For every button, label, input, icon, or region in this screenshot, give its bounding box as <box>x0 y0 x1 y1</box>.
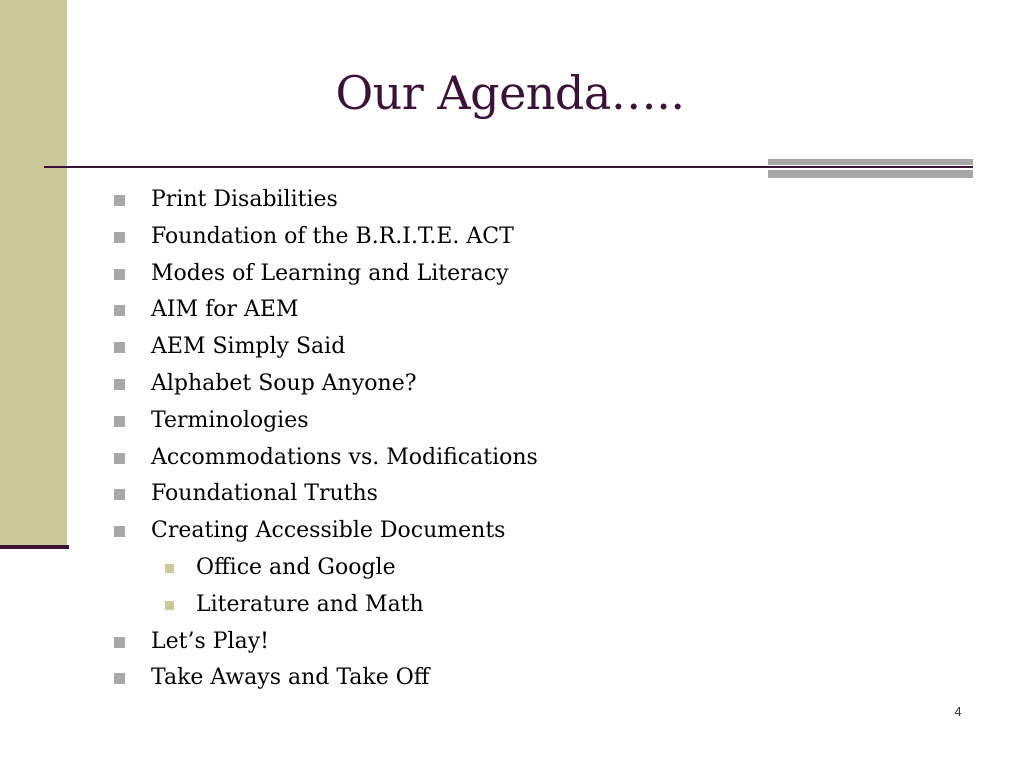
agenda-item-alphabet-soup <box>0 366 538 403</box>
decorative-gray-bar-top <box>768 159 973 165</box>
agenda-item-terminologies <box>0 403 538 440</box>
agenda-item-accommodations <box>0 440 538 477</box>
agenda-item-modes-of-learning <box>0 256 538 293</box>
agenda-item-label: Accommodations vs. Modifications <box>151 444 538 470</box>
agenda-item-label: Let’s Play! <box>151 628 269 654</box>
agenda-item-label: Alphabet Soup Anyone? <box>151 370 417 396</box>
agenda-item-print-disabilities <box>0 182 538 219</box>
square-bullet-icon <box>114 673 125 684</box>
square-bullet-icon <box>114 305 125 316</box>
agenda-item-label: AIM for AEM <box>151 297 299 323</box>
decorative-gray-bar-bottom <box>768 170 973 178</box>
agenda-item-take-aways <box>0 660 538 697</box>
title-divider-line <box>44 166 973 168</box>
square-bullet-icon <box>114 637 125 648</box>
agenda-item-label: Terminologies <box>151 407 309 433</box>
square-sub-bullet-icon <box>165 601 174 610</box>
agenda-subitem-office-google <box>0 550 538 587</box>
slide-number: 4 <box>954 704 962 719</box>
agenda-item-label: Creating Accessible Documents <box>151 518 506 544</box>
square-bullet-icon <box>114 342 125 353</box>
agenda-item-label: Literature and Math <box>196 591 424 617</box>
agenda-item-lets-play <box>0 624 538 661</box>
square-bullet-icon <box>114 489 125 500</box>
agenda-item-accessible-documents <box>0 513 538 550</box>
agenda-item-label: Foundation of the B.R.I.T.E. ACT <box>151 223 514 249</box>
square-bullet-icon <box>114 232 125 243</box>
agenda-item-brite-act <box>0 219 538 256</box>
agenda-item-foundational-truths <box>0 476 538 513</box>
agenda-item-label: Print Disabilities <box>151 187 338 212</box>
agenda-subitem-literature-math <box>0 587 538 624</box>
agenda-item-aem-simply-said <box>0 329 538 366</box>
agenda-item-label: AEM Simply Said <box>151 334 346 360</box>
square-bullet-icon <box>114 195 125 206</box>
square-bullet-icon <box>114 269 125 280</box>
agenda-item-label: Office and Google <box>196 554 396 580</box>
agenda-list <box>0 182 538 697</box>
agenda-item-label: Foundational Truths <box>151 481 378 507</box>
square-bullet-icon <box>114 526 125 537</box>
agenda-item-aim-for-aem <box>0 292 538 329</box>
agenda-item-label: Take Aways and Take Off <box>151 665 430 691</box>
square-bullet-icon <box>114 453 125 464</box>
square-bullet-icon <box>114 416 125 427</box>
slide-title: Our Agenda….. <box>335 66 685 120</box>
square-bullet-icon <box>114 379 125 390</box>
square-sub-bullet-icon <box>165 564 174 573</box>
agenda-item-label: Modes of Learning and Literacy <box>151 260 509 286</box>
